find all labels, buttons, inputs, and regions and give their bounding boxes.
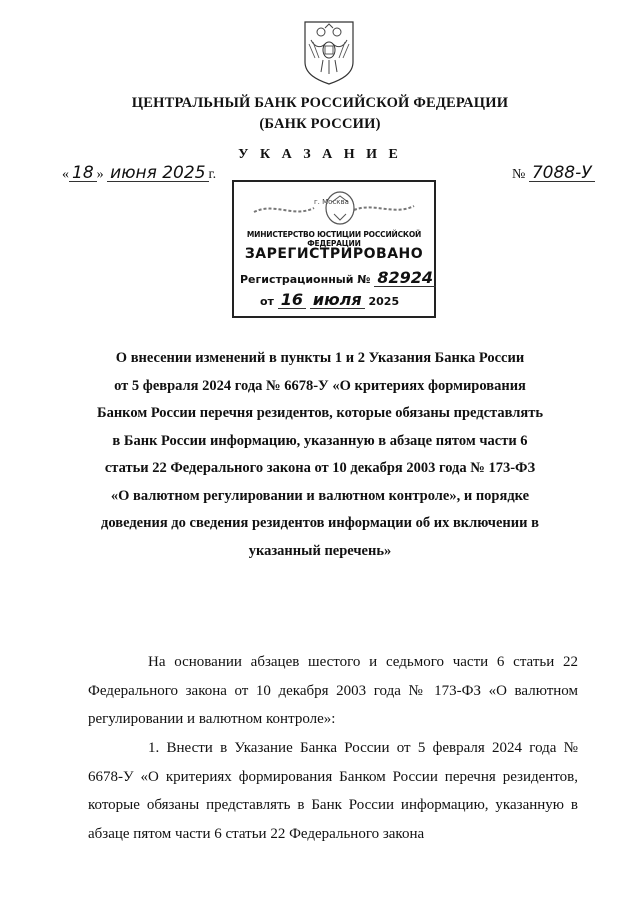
title-line: «О валютном регулировании и валютном контроле», и порядке (110, 487, 530, 504)
document-title (95, 345, 545, 565)
title-line: доведения до сведения резидентов информации об их включении в (101, 515, 539, 531)
document-number-value: 7088-У (529, 165, 595, 182)
date-month-year: июня 2025 (107, 165, 208, 182)
date-day: 18 (69, 165, 97, 182)
document-type: У К А З А Н И Е (238, 147, 402, 162)
body-paragraph-item-1: 1. Внести в Указание Банка России от 5 февраля 2024 года № 6678-У «О критериях формирования Банком России перечня резидентов, которые обязаны представлять в Банк России информацию, указанную в абзаце пятом части 6 статьи 22 Федерального закона (88, 740, 578, 842)
title-line: О внесении изменений в пункты 1 и 2 Указания Банка России (115, 350, 525, 366)
stamp-city: г. Москва (314, 198, 349, 206)
state-emblem-icon (299, 18, 359, 86)
title-line: указанный перечень» (248, 542, 392, 559)
stamp-ministry: МИНИСТЕРСТВО ЮСТИЦИИ РОССИЙСКОЙ ФЕДЕРАЦИИ (246, 230, 422, 248)
title-line: в Банк России информацию, указанную в абзаце пятом части 6 (112, 432, 528, 449)
stamp-seal-icon (244, 190, 424, 230)
org-name: ЦЕНТРАЛЬНЫЙ БАНК РОССИЙСКОЙ ФЕДЕРАЦИИ (131, 95, 509, 111)
stamp-registered: ЗАРЕГИСТРИРОВАНО (244, 246, 424, 262)
document-number: № 7088-У (512, 165, 595, 183)
title-line: от 5 февраля 2024 года № 6678-У «О критериях формирования (114, 377, 526, 394)
org-short-name: (БАНК РОССИИ) (259, 116, 381, 132)
body-paragraph-basis: На основании абзацев шестого и седьмого части 6 статьи 22 Федерального закона от 10 декабря 2003 года № 173-ФЗ «О валютном регулировании и валютном контроле»: (88, 654, 578, 727)
registration-stamp (232, 180, 436, 318)
stamp-reg-number-value: 82924 (374, 270, 436, 287)
title-line: Банком России перечня резидентов, которые обязаны представлять (96, 405, 544, 421)
document-date: « 18 » июня 2025 г. (62, 163, 217, 183)
stamp-date: от 16 июля 2025 (260, 290, 400, 309)
title-line: статьи 22 Федерального закона от 10 декабря 2003 года № 173-ФЗ (104, 460, 536, 476)
stamp-registration-number: Регистрационный № 82924 (240, 270, 436, 287)
